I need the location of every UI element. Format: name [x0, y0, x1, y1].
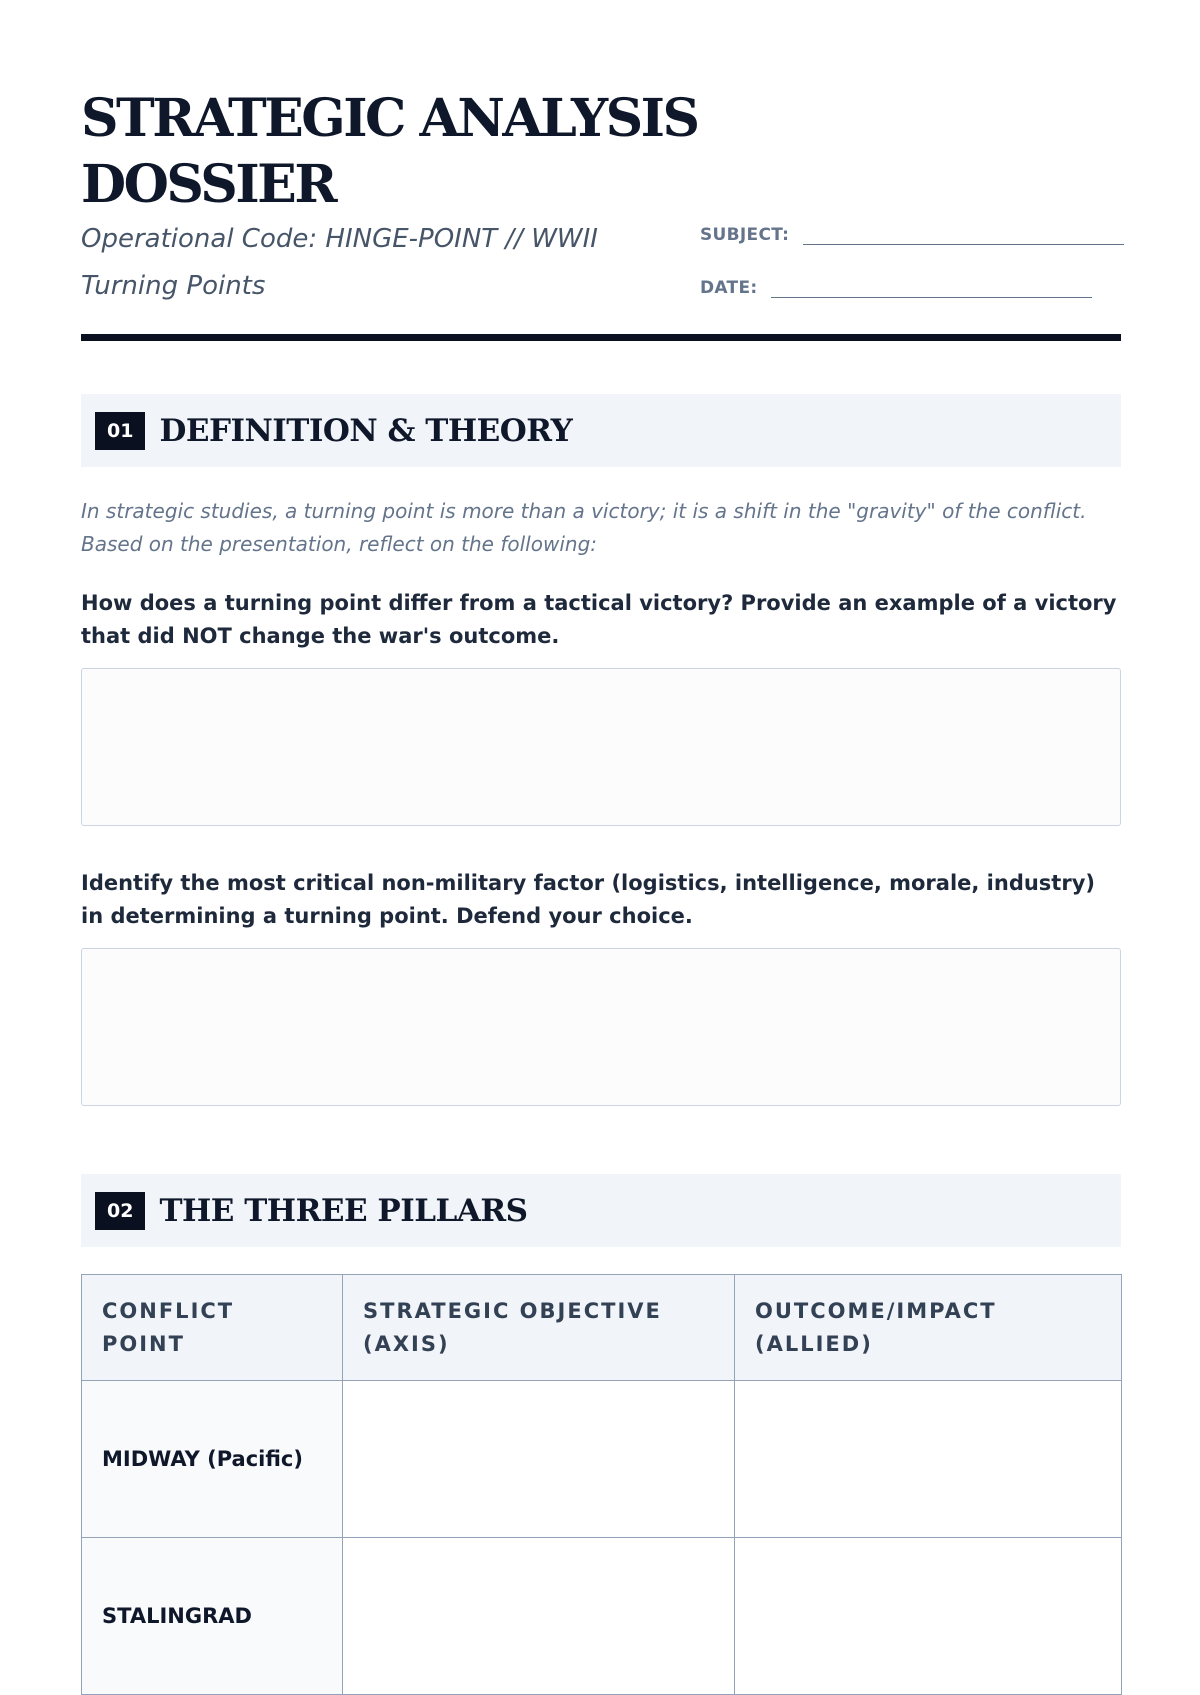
subject-blank-line[interactable] — [803, 218, 1124, 245]
section-title: THE THREE PILLARS — [159, 1192, 528, 1229]
subject-field — [700, 218, 1124, 245]
table-row — [82, 1538, 1122, 1695]
subject-label: SUBJECT: — [700, 225, 790, 245]
column-header-outcome-impact: OUTCOME/IMPACT (ALLIED) — [735, 1275, 1122, 1381]
outcome-impact-answer-cell[interactable] — [735, 1538, 1122, 1695]
outcome-impact-answer-cell[interactable] — [735, 1381, 1122, 1538]
table-header-row — [82, 1275, 1122, 1381]
document-subtitle: Operational Code: HINGE-POINT // WWII Turning Points — [81, 224, 598, 301]
section-header-pillars — [81, 1174, 1121, 1247]
question-1: How does a turning point differ from a tactical victory? Provide an example of a victory that did NOT change the war's outcome. — [81, 591, 1117, 648]
answer-box-2[interactable] — [81, 948, 1121, 1106]
table-row — [82, 1381, 1122, 1538]
section-number-badge: 01 — [95, 412, 145, 450]
date-field — [700, 271, 1092, 298]
strategic-objective-answer-cell[interactable] — [343, 1381, 735, 1538]
conflict-point-cell: STALINGRAD — [82, 1538, 343, 1695]
column-header-conflict-point: CONFLICT POINT — [82, 1275, 343, 1381]
pillars-table — [81, 1274, 1122, 1695]
date-label: DATE: — [700, 278, 758, 298]
question-2: Identify the most critical non-military factor (logistics, intelligence, morale, industry) in determining a turning point. Defend your choice. — [81, 871, 1095, 928]
section-header-definition — [81, 394, 1121, 467]
section-title: DEFINITION & THEORY — [159, 412, 573, 449]
section-number-badge: 02 — [95, 1192, 145, 1230]
document-title: STRATEGIC ANALYSIS DOSSIER — [81, 88, 698, 215]
section-intro-text: In strategic studies, a turning point is more than a victory; it is a shift in the "gravity" of the conflict. Based on the presentation, reflect on the following: — [81, 499, 1087, 556]
conflict-point-cell: MIDWAY (Pacific) — [82, 1381, 343, 1538]
header-divider — [81, 334, 1121, 341]
date-blank-line[interactable] — [771, 271, 1092, 298]
answer-box-1[interactable] — [81, 668, 1121, 826]
strategic-objective-answer-cell[interactable] — [343, 1538, 735, 1695]
column-header-strategic-objective: STRATEGIC OBJECTIVE (AXIS) — [343, 1275, 735, 1381]
